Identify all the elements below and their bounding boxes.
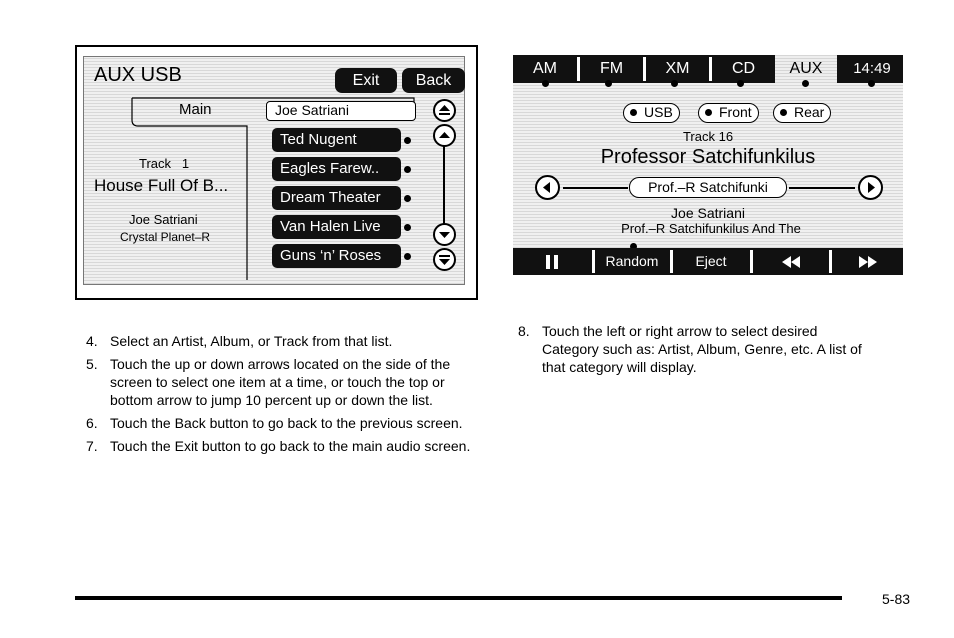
list-dot <box>404 224 411 231</box>
scroll-up-button[interactable] <box>433 124 456 147</box>
list-item <box>518 322 868 376</box>
rewind-icon <box>780 255 802 269</box>
step-number: 8. <box>518 323 530 339</box>
source-front-label: Front <box>719 104 752 120</box>
tab-aux[interactable]: AUX <box>773 55 839 83</box>
list-dot <box>404 166 411 173</box>
left-arrow-icon <box>539 179 556 196</box>
track-label: Track 1 <box>139 156 190 171</box>
category-connector-line <box>563 187 628 189</box>
source-front-button[interactable] <box>698 103 759 123</box>
eject-button[interactable]: Eject <box>695 253 727 269</box>
artist-header-label: Joe Satriani <box>275 102 349 118</box>
transport-bar <box>513 248 903 275</box>
tab-cd[interactable]: CD <box>731 60 756 77</box>
song-title: House Full Of B... <box>94 176 229 195</box>
step-text: Touch the up or down arrows located on the side of the screen to select one item at a time, or touch the top or bottom arrow to jump 10 percent up or down the list. <box>110 356 451 408</box>
list-item[interactable]: Ted Nugent <box>272 128 401 152</box>
page-number: 5-83 <box>882 591 911 607</box>
steps-left-list <box>86 332 480 460</box>
main-tab[interactable]: Main <box>179 101 212 118</box>
radio-dot <box>630 109 637 116</box>
scroll-down-button[interactable] <box>433 223 456 246</box>
list-item[interactable]: Van Halen Live <box>272 215 401 239</box>
step-number: 4. <box>86 333 98 349</box>
radio-dot <box>705 109 712 116</box>
source-usb-label: USB <box>644 104 673 120</box>
source-tab-bar <box>513 55 903 83</box>
category-field[interactable] <box>629 177 787 198</box>
list-dot <box>404 137 411 144</box>
fast-forward-button[interactable] <box>832 248 903 275</box>
tab-am[interactable]: AM <box>533 60 557 77</box>
aux-usb-screen <box>83 56 465 285</box>
exit-button[interactable]: Exit <box>335 68 397 93</box>
list-item <box>86 355 480 409</box>
source-rear-button[interactable] <box>773 103 831 123</box>
tab-indicator-dot <box>737 80 744 87</box>
track-number: 1 <box>181 156 190 171</box>
pause-button[interactable] <box>513 248 591 275</box>
up-arrow-icon <box>437 128 452 143</box>
fast-forward-icon <box>857 255 879 269</box>
step-number: 5. <box>86 356 98 372</box>
category-connector-line <box>789 187 855 189</box>
scroll-top-button[interactable] <box>433 99 456 122</box>
track-label: Track 16 <box>682 129 734 144</box>
aux-playback-screen <box>513 83 903 248</box>
double-up-arrow-icon <box>437 103 452 118</box>
category-value: Prof.–R Satchifunki <box>648 179 768 195</box>
album-name: Prof.–R Satchifunkilus And The <box>621 221 801 236</box>
list-item[interactable]: Guns ‘n’ Roses <box>272 244 401 268</box>
footer-rule <box>75 596 842 600</box>
down-arrow-icon <box>437 227 452 242</box>
list-dot <box>404 253 411 260</box>
artist-name: Joe Satriani <box>129 212 198 227</box>
tab-indicator-dot <box>868 80 875 87</box>
tab-fm[interactable]: FM <box>599 60 624 77</box>
steps-right-list <box>518 322 868 381</box>
step-number: 6. <box>86 415 98 431</box>
random-button[interactable]: Random <box>605 253 659 269</box>
step-text: Touch the Back button to go back to the previous screen. <box>110 415 463 431</box>
figure-aux-usb-browse <box>75 45 478 300</box>
pause-icon <box>545 254 559 270</box>
radio-dot <box>780 109 787 116</box>
tab-indicator-dot <box>542 80 549 87</box>
screen-title: AUX USB <box>94 64 182 86</box>
list-item <box>86 437 480 455</box>
rewind-button[interactable] <box>753 248 828 275</box>
tab-xm[interactable]: XM <box>665 60 690 77</box>
scrollbar-track[interactable] <box>443 145 445 231</box>
list-item[interactable]: Dream Theater <box>272 186 401 210</box>
artist-name: Joe Satriani <box>671 205 745 221</box>
list-item[interactable]: Eagles Farew.. <box>272 157 401 181</box>
song-title: Professor Satchifunkilus <box>600 146 816 168</box>
clock: 14:49 <box>853 60 891 77</box>
scroll-bottom-button[interactable] <box>433 248 456 271</box>
step-text: Touch the Exit button to go back to the main audio screen. <box>110 438 471 454</box>
list-item <box>86 332 480 350</box>
category-right-button[interactable] <box>858 175 883 200</box>
source-usb-button[interactable] <box>623 103 680 123</box>
tab-indicator-dot <box>605 80 612 87</box>
source-rear-label: Rear <box>794 104 825 120</box>
right-arrow-icon <box>862 179 879 196</box>
step-text: Select an Artist, Album, or Track from that list. <box>110 333 393 349</box>
list-dot <box>404 195 411 202</box>
artist-header-field[interactable] <box>266 101 416 121</box>
step-number: 7. <box>86 438 98 454</box>
category-left-button[interactable] <box>535 175 560 200</box>
tab-indicator-dot <box>671 80 678 87</box>
double-down-arrow-icon <box>437 252 452 267</box>
figure-aux-playback <box>513 55 903 275</box>
tab-indicator-dot <box>802 80 809 87</box>
back-button[interactable]: Back <box>402 68 465 93</box>
list-item <box>86 414 480 432</box>
album-name: Crystal Planet–R <box>120 230 211 244</box>
step-text: Touch the left or right arrow to select desired Category such as: Artist, Album, Genre, etc. A list of that category will display. <box>542 323 862 375</box>
